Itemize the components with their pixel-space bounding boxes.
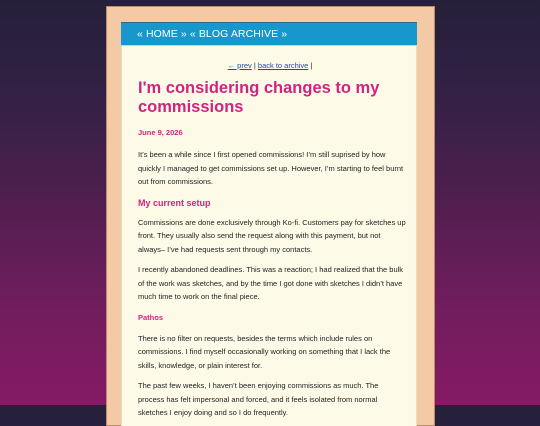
header-bar — [121, 22, 417, 45]
post-title: I'm considering changes to my commissions — [138, 79, 380, 116]
post-paragraph: I recently abandoned deadlines. This was a reaction; I had realized that the bulk of the work was sketches, and by the time I got done with sketches I didn’t have much time to work on the final piece. — [138, 265, 404, 301]
post-paragraph: Commissions are done exclusively through Ko-fi. Customers pay for sketches up front. They usually also send the request along with this payment, but not always– I’ve had requests sent through my contacts. — [138, 217, 406, 254]
nav-separator: | — [251, 61, 258, 70]
post-paragraph: It’s been a while since I first opened commissions! I’m still suprised by how quickly I managed to get commissions set up. However, I’m starting to feel burnt out from commissions. — [138, 150, 404, 186]
section-heading-pathos: Pathos — [138, 312, 164, 322]
breadcrumb-home-link[interactable]: « HOME » — [137, 28, 187, 40]
post-navigation — [122, 61, 418, 70]
post-paragraph: The past few weeks, I haven’t been enjoying commissions as much. The process has felt impersonal and forced, and it feels isolated from normal sketches I enjoy doing and so I do frequently. — [138, 381, 379, 417]
nav-separator: | — [308, 61, 313, 70]
post-content — [138, 79, 406, 420]
back-to-archive-link[interactable]: back to archive — [257, 61, 309, 70]
post-paragraph: There is no filter on requests, besides the terms which include rules on commissions. I find myself occasionally working on something that I lack the skills, knowledge, or plain interest for. — [138, 333, 391, 370]
post-date: June 9, 2026 — [138, 128, 183, 137]
prev-link[interactable]: ← prev — [227, 61, 252, 70]
breadcrumb — [137, 28, 287, 40]
section-heading-current-setup: My current setup — [138, 197, 211, 208]
post-container — [121, 46, 417, 426]
breadcrumb-archive-link[interactable]: « BLOG ARCHIVE » — [189, 28, 288, 40]
